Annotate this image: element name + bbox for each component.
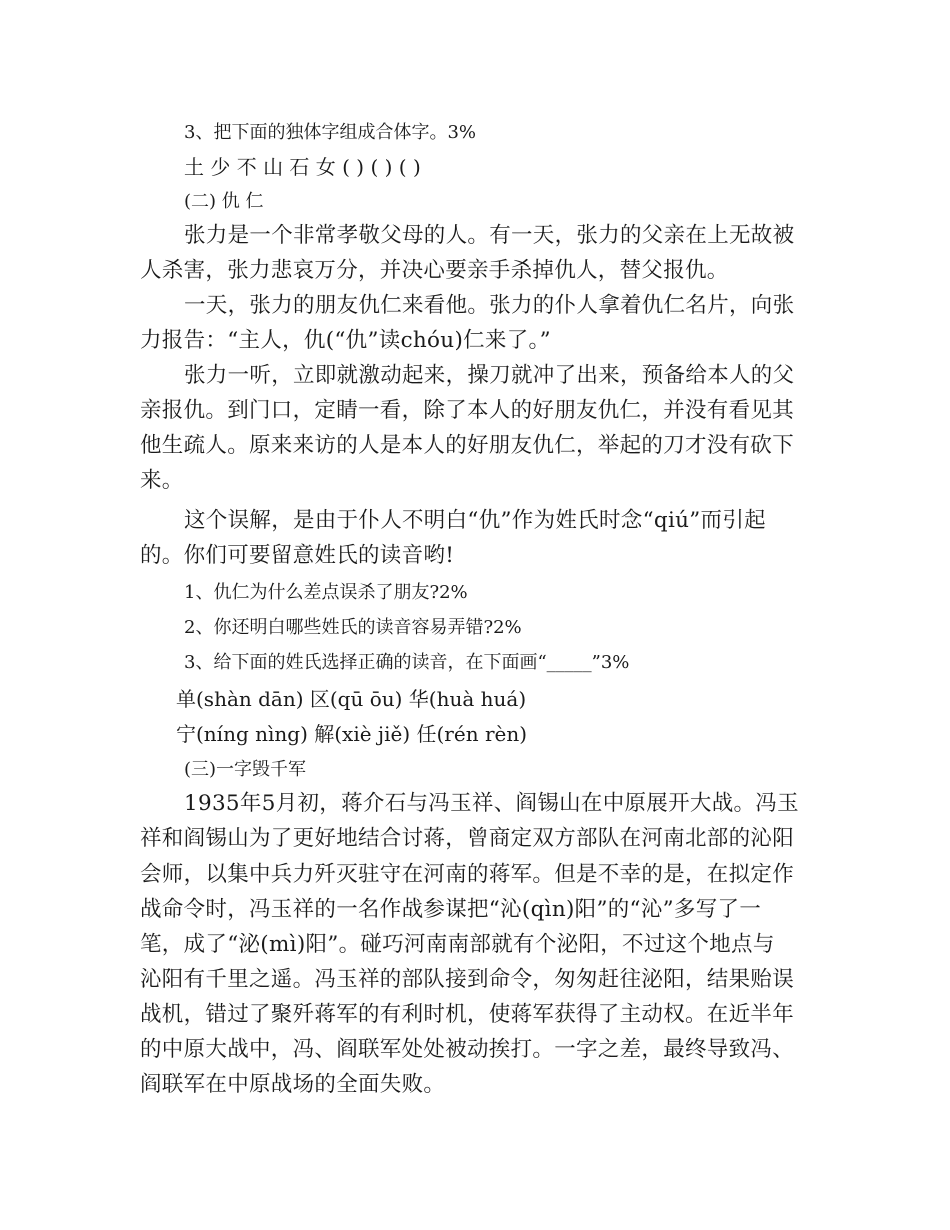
- paragraph-line: 张力是一个非常孝敬父母的人。有一天，张力的父亲在上无故被: [184, 223, 795, 248]
- question-1: 1、仇仁为什么差点误杀了朋友?2%: [184, 582, 468, 603]
- surname-options-line-1: 单(shàn dān) 区(qū ōu) 华(huà huá): [176, 687, 527, 711]
- paragraph-line: 的。你们可要留意姓氏的读音哟!: [140, 543, 455, 568]
- paragraph-line: 一天，张力的朋友仇仁来看他。张力的仆人拿着仇仁名片，向张: [184, 293, 795, 318]
- paragraph-line: 战机，错过了聚歼蒋军的有利时机，使蒋军获得了主动权。在近半年: [140, 1002, 795, 1027]
- component-characters-line: 土 少 不 山 石 女 ( ) ( ) ( ): [184, 155, 421, 179]
- paragraph-line: 他生疏人。原来来访的人是本人的好朋友仇仁，举起的刀才没有砍下: [140, 433, 795, 458]
- paragraph-line: 阎联军在中原战场的全面失败。: [140, 1072, 446, 1097]
- paragraph-line: 战命令时，冯玉祥的一名作战参谋把“沁(qìn)阳”的“沁”多写了一: [140, 897, 762, 922]
- question-3-pronunciation: 3、给下面的姓氏选择正确的读音，在下面画“_____”3%: [184, 652, 630, 673]
- paragraph-line: 来。: [140, 468, 184, 493]
- paragraph-line: 人杀害，张力悲哀万分，并决心要亲手杀掉仇人，替父报仇。: [140, 258, 729, 283]
- paragraph-line: 笔，成了“泌(mì)阳”。碰巧河南南部就有个泌阳，不过这个地点与: [140, 932, 775, 957]
- question-2: 2、你还明白哪些姓氏的读音容易弄错?2%: [184, 617, 522, 638]
- section-2-title: (二) 仇 仁: [184, 191, 264, 212]
- paragraph-line: 会师，以集中兵力歼灭驻守在河南的蒋军。但是不幸的是，在拟定作: [140, 862, 795, 887]
- paragraph-line: 沁阳有千里之遥。冯玉祥的部队接到命令，匆匆赶往泌阳，结果贻误: [140, 967, 795, 992]
- section-3-title: (三)一字毁千军: [184, 759, 307, 780]
- paragraph-line: 亲报仇。到门口，定睛一看，除了本人的好朋友仇仁，并没有看见其: [140, 398, 795, 423]
- paragraph-line: 力报告：“主人，仇(“仇”读chóu)仁来了。”: [140, 328, 551, 353]
- surname-options-line-2: 宁(níng nìng) 解(xiè jiě) 任(rén rèn): [176, 722, 528, 746]
- paragraph-line: 张力一听，立即就激动起来，操刀就冲了出来，预备给本人的父: [184, 363, 795, 388]
- paragraph-line: 祥和阎锡山为了更好地结合讨蒋，曾商定双方部队在河南北部的沁阳: [140, 826, 795, 851]
- paragraph-line: 的中原大战中，冯、阎联军处处被动挨打。一字之差，最终导致冯、: [140, 1037, 795, 1062]
- paragraph-line: 这个误解，是由于仆人不明白“仇”作为姓氏时念“qiú”而引起: [184, 508, 766, 533]
- question-3-combine-characters: 3、把下面的独体字组成合体字。3%: [184, 122, 477, 143]
- paragraph-line: 1935年5月初，蒋介石与冯玉祥、阎锡山在中原展开大战。冯玉: [184, 791, 799, 816]
